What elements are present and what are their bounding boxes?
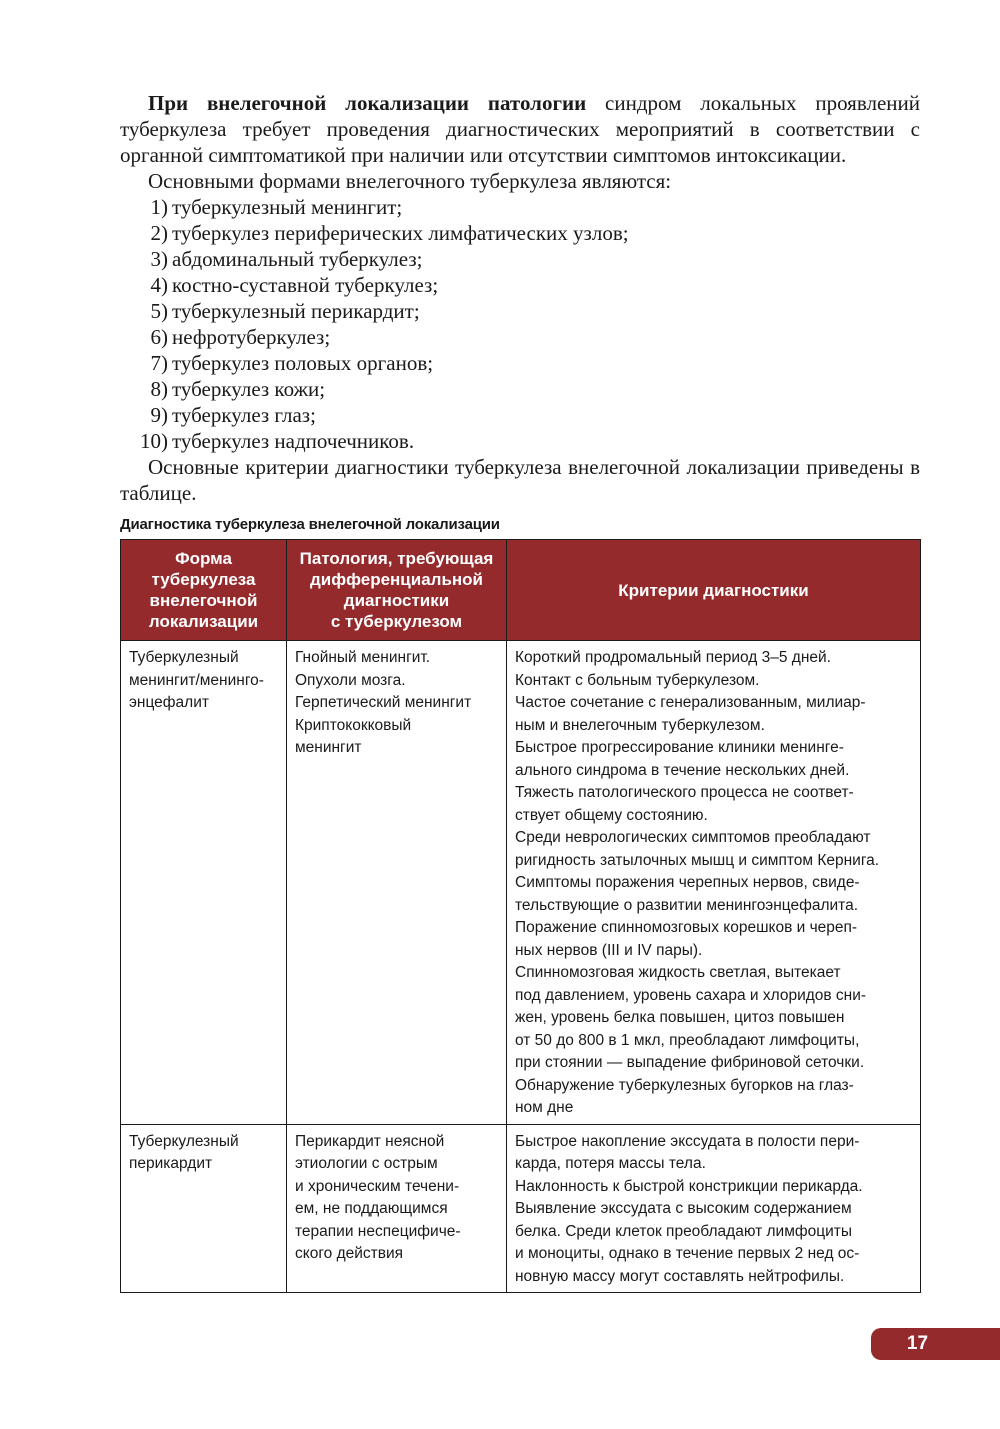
list-item-number: 10) <box>140 429 168 453</box>
header-pathology <box>287 540 507 641</box>
header-criteria: Критерии диагностики <box>507 540 921 641</box>
cell-form-line: Туберкулезный <box>129 649 239 666</box>
cell-criteria-line: под давлением, уровень сахара и хлоридов сни- <box>515 986 867 1004</box>
header-pathology-line: диагностики <box>343 591 450 610</box>
cell-pathology-line: ем, не поддающимся <box>295 1200 448 1217</box>
list-item <box>120 246 920 272</box>
cell-criteria-line: при стоянии — выпадение фибриновой сеточки. <box>515 1054 865 1071</box>
list-item <box>120 298 920 324</box>
list-item-number: 8) <box>150 377 168 401</box>
cell-criteria-line: Поражение спинномозговых корешков и череп- <box>515 919 858 936</box>
list-item-text: туберкулезный менингит; <box>172 195 403 219</box>
list-item-text: туберкулез глаз; <box>172 403 316 427</box>
cell-pathology-line: Опухоли мозга. <box>295 671 406 689</box>
cell-criteria-line: Симптомы поражения черепных нервов, свиде- <box>515 874 860 891</box>
header-form <box>121 540 287 641</box>
cell-form-line: менингит/менинго- <box>129 671 264 689</box>
list-item <box>120 402 920 428</box>
list-item-text: туберкулез кожи; <box>172 377 326 401</box>
cell-pathology-line: терапии неспецифиче- <box>295 1222 461 1240</box>
list-item-text: туберкулезный перикардит; <box>172 299 420 323</box>
table-row <box>121 1124 921 1293</box>
cell-form <box>121 641 287 1125</box>
table-caption: Диагностика туберкулеза внелегочной локализации <box>120 516 500 533</box>
intro-text: синдром локальных проявлений туберкулеза требует проведения диагностических мероприятий в соответствии с органной симптоматикой при наличии или отсутствии симптомов интоксикации. <box>120 91 920 167</box>
list-item-text: туберкулез половых органов; <box>172 351 434 375</box>
cell-criteria-line: карда, потеря массы тела. <box>515 1155 706 1172</box>
cell-criteria-line: ных нервов (III и IV пары). <box>515 941 703 959</box>
cell-criteria <box>507 641 921 1125</box>
list-item <box>120 194 920 220</box>
table-header-row <box>121 540 921 641</box>
cell-pathology-line: менингит <box>295 739 362 756</box>
list-item-number: 7) <box>150 351 168 375</box>
cell-criteria-line: Выявление экссудата с высоким содержанием <box>515 1200 852 1217</box>
cell-criteria-line: ального синдрома в течение нескольких дней. <box>515 761 850 779</box>
cell-criteria-line: ным и внелегочным туберкулезом. <box>515 716 765 734</box>
header-form-line: внелегочной <box>149 591 258 610</box>
forms-lead: Основными формами внелегочного туберкулеза являются: <box>148 169 672 193</box>
cell-pathology <box>287 1124 507 1293</box>
list-item-number: 6) <box>150 325 168 349</box>
list-item <box>120 220 920 246</box>
cell-criteria-line: белка. Среди клеток преобладают лимфоциты <box>515 1222 853 1240</box>
intro-bold-lead: При внелегочной локализации патологии <box>148 91 587 115</box>
cell-pathology-line: Герпетический менингит <box>295 694 472 711</box>
page-number: 17 <box>871 1328 1000 1360</box>
cell-form-line: перикардит <box>129 1155 213 1172</box>
list-item-number: 5) <box>150 299 168 323</box>
cell-pathology <box>287 641 507 1125</box>
header-form-line: локализации <box>148 612 259 631</box>
cell-criteria-line: Частое сочетание с генерализованным, милиар- <box>515 694 866 711</box>
forms-list <box>120 194 920 454</box>
cell-criteria <box>507 1124 921 1293</box>
cell-form-line: энцефалит <box>129 694 209 711</box>
list-item <box>120 324 920 350</box>
cell-criteria-line: Наклонность к быстрой констрикции перикарда. <box>515 1177 863 1195</box>
cell-criteria-line: ствует общему состоянию. <box>515 806 708 824</box>
cell-criteria-line: Тяжесть патологического процесса не соответ- <box>515 784 854 801</box>
list-item <box>120 376 920 402</box>
cell-criteria-line: Обнаружение туберкулезных бугорков на глаз- <box>515 1076 854 1094</box>
cell-criteria-line: Контакт с больным туберкулезом. <box>515 671 760 689</box>
list-item-text: туберкулез надпочечников. <box>172 429 415 453</box>
list-item-text: нефротуберкулез; <box>172 325 331 349</box>
cell-criteria-line: Среди неврологических симптомов преобладают <box>515 829 871 846</box>
list-item-text: костно-суставной туберкулез; <box>172 273 439 297</box>
cell-criteria-line: Спинномозговая жидкость светлая, вытекает <box>515 964 841 981</box>
cell-criteria-line: жен, уровень белка повышен, цитоз повышен <box>515 1009 845 1026</box>
cell-pathology-line: Криптококковый <box>295 716 412 734</box>
diagnostics-table <box>120 539 921 1293</box>
list-item <box>120 428 920 454</box>
list-item-text: абдоминальный туберкулез; <box>172 247 423 271</box>
header-form-line: туберкулеза <box>151 570 256 589</box>
cell-criteria-line: Быстрое накопление экссудата в полости пери- <box>515 1132 860 1150</box>
list-item-number: 9) <box>150 403 168 427</box>
list-item <box>120 350 920 376</box>
cell-criteria-line: ном дне <box>515 1099 574 1116</box>
cell-criteria-line: ригидность затылочных мышц и симптом Кернига. <box>515 851 880 869</box>
list-item <box>120 272 920 298</box>
header-pathology-line: дифференциальной <box>309 570 484 589</box>
cell-criteria-line: от 50 до 800 в 1 мкл, преобладают лимфоциты, <box>515 1031 860 1049</box>
cell-pathology-line: и хроническим течени- <box>295 1177 460 1195</box>
header-pathology-line: с туберкулезом <box>330 612 463 631</box>
cell-pathology-line: Перикардит неясной <box>295 1132 445 1150</box>
cell-criteria-line: и моноциты, однако в течение первых 2 нед ос- <box>515 1245 860 1262</box>
cell-pathology-line: ского действия <box>295 1245 404 1262</box>
cell-pathology-line: этиологии с острым <box>295 1155 438 1172</box>
list-item-text: туберкулез периферических лимфатических узлов; <box>172 221 629 245</box>
cell-criteria-line: тельствующие о развитии менингоэнцефалита. <box>515 896 859 914</box>
header-form-line: Форма <box>175 549 232 568</box>
page-body <box>120 90 920 1293</box>
table-row <box>121 641 921 1125</box>
list-item-number: 4) <box>150 273 168 297</box>
header-pathology-line: Патология, требующая <box>299 549 494 568</box>
list-item-number: 2) <box>150 221 168 245</box>
cell-criteria-line: Быстрое прогрессирование клиники менинге- <box>515 739 844 756</box>
cell-criteria-line: новную массу могут составлять нейтрофилы. <box>515 1267 845 1285</box>
list-item-number: 3) <box>150 247 168 271</box>
intro-paragraph <box>120 90 920 168</box>
cell-form <box>121 1124 287 1293</box>
cell-form-line: Туберкулезный <box>129 1132 239 1150</box>
cell-pathology-line: Гнойный менингит. <box>295 649 431 666</box>
cell-criteria-line: Короткий продромальный период 3–5 дней. <box>515 649 831 666</box>
list-item-number: 1) <box>150 195 168 219</box>
criteria-lead: Основные критерии диагностики туберкулеза внелегочной локализации приведены в таблице. <box>120 455 920 505</box>
